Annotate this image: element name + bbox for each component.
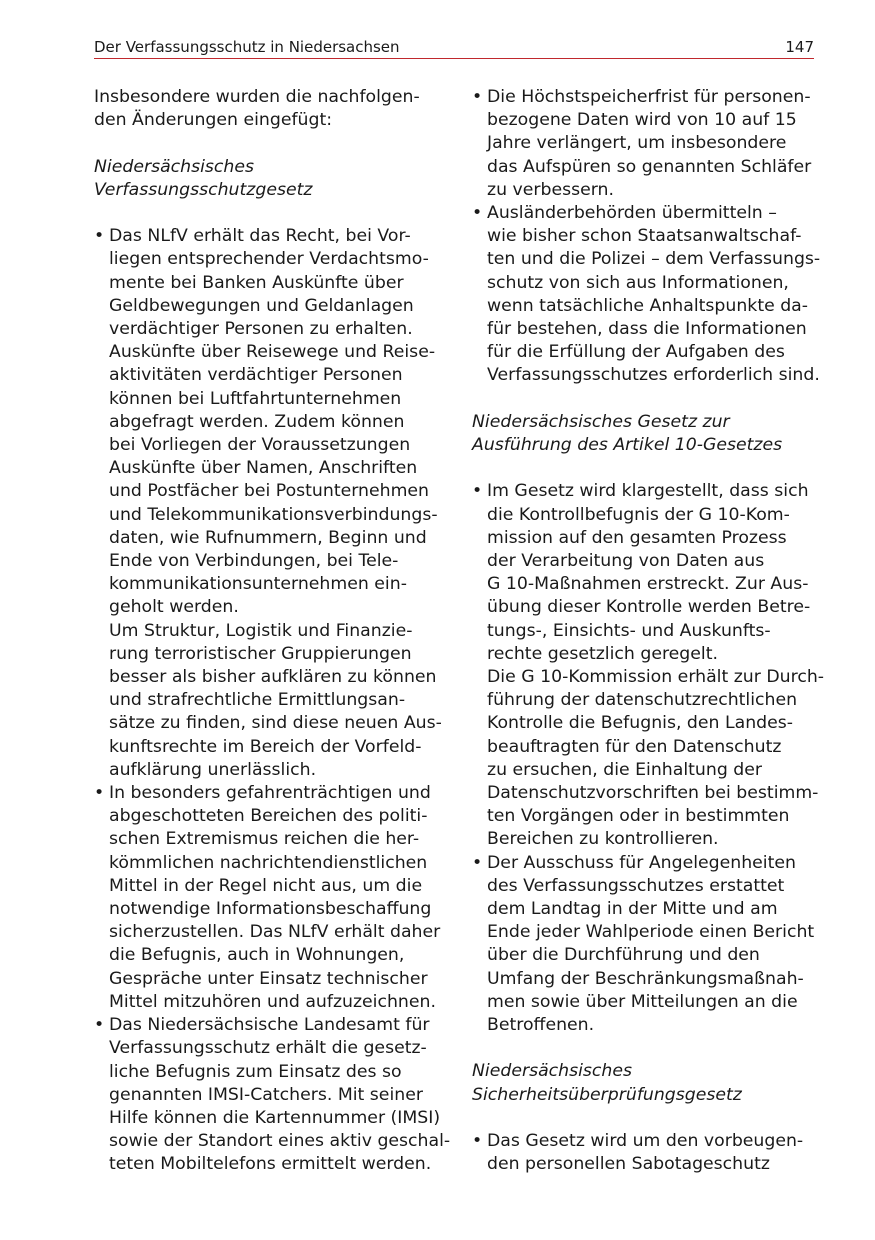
bullet-item xyxy=(472,480,825,851)
text-line: Jahre verlängert, um insbesondere xyxy=(487,133,787,154)
text-line: Insbesondere wurden die nachfolgen- xyxy=(94,87,420,107)
text-line: für die Erfüllung der Aufgaben des xyxy=(487,342,785,363)
text-line: und Postfächer bei Postunternehmen xyxy=(109,481,430,502)
text-line: Ende von Verbindungen, bei Tele- xyxy=(109,551,399,572)
section-heading-artikel-10: Niedersächsisches Gesetz zur Ausführung des Artikel 10-Gesetzes xyxy=(472,411,783,456)
text-line: Kontrolle die Befugnis, den Landes- xyxy=(487,713,793,734)
text-line: Verfassungsschutzes erforderlich sind. xyxy=(487,365,820,386)
bullet-list xyxy=(472,480,825,1037)
text-line: notwendige Informationsbeschaffung xyxy=(109,899,432,920)
text-line: sicherzustellen. Das NLfV erhält daher xyxy=(109,922,441,943)
bullet-item xyxy=(94,225,440,782)
section-heading-verfassungsschutzgesetz: Niedersächsisches Verfassungsschutzgesetz xyxy=(94,156,313,200)
text-line: bei Vorliegen der Voraussetzungen xyxy=(109,435,411,456)
text-line: rung terroristischer Gruppierungen xyxy=(109,643,412,664)
bullet-item xyxy=(472,852,818,1038)
text-line: tungs-, Einsichts- und Auskunfts- xyxy=(487,620,771,641)
text-line: rechte gesetzlich geregelt. xyxy=(487,643,718,664)
right-column xyxy=(472,86,825,1176)
bullet-item xyxy=(472,202,821,388)
text-line: führung der datenschutzrechtlichen xyxy=(487,690,798,711)
text-line: Geldbewegungen und Geldanlagen xyxy=(109,295,414,316)
text-line: das Aufspüren so genannten Schläfer xyxy=(487,156,812,177)
bullet-item xyxy=(94,782,440,1014)
text-line: aktivitäten verdächtiger Personen xyxy=(109,365,403,386)
text-line: Gespräche unter Einsatz technischer xyxy=(109,968,428,989)
text-line: Hilfe können die Kartennummer (IMSI) xyxy=(109,1107,441,1128)
text-line: men sowie über Mitteilungen an die xyxy=(487,991,798,1012)
text-line: mission auf den gesamten Prozess xyxy=(487,527,787,548)
text-line: Betroffenen. xyxy=(487,1015,595,1036)
text-line: abgeschotteten Bereichen des politi- xyxy=(109,806,428,827)
text-line: • Im Gesetz wird klargestellt, dass sich xyxy=(487,481,809,502)
text-line: aufklärung unerlässlich. xyxy=(109,759,317,780)
text-line: Die G 10-Kommission erhält zur Durch- xyxy=(487,667,825,688)
text-line: • Der Ausschuss für Angelegenheiten xyxy=(487,852,796,873)
intro-paragraph xyxy=(94,86,440,132)
left-column xyxy=(94,86,451,1177)
text-line: zu ersuchen, die Einhaltung der xyxy=(487,759,762,780)
text-line: die Kontrollbefugnis der G 10-Kom- xyxy=(487,504,790,525)
text-line: teten Mobiltelefons ermittelt werden. xyxy=(109,1154,432,1175)
bullet-list xyxy=(94,225,451,1176)
text-line: • In besonders gefahrenträchtigen und xyxy=(109,783,431,804)
text-line: • Ausländerbehörden übermitteln – xyxy=(487,203,777,224)
text-line: daten, wie Rufnummern, Beginn und xyxy=(109,527,427,548)
text-line: der Verarbeitung von Daten aus xyxy=(487,551,765,572)
text-line: für bestehen, dass die Informationen xyxy=(487,319,807,340)
text-line: Bereichen zu kontrollieren. xyxy=(487,829,719,850)
text-line: verdächtiger Personen zu erhalten. xyxy=(109,319,413,339)
text-line: Auskünfte über Reisewege und Reise- xyxy=(109,342,436,363)
text-line: können bei Luftfahrtunternehmen xyxy=(109,388,402,409)
text-line: Auskünfte über Namen, Anschriften xyxy=(109,458,418,479)
running-head-title: Der Verfassungsschutz in Niedersachsen xyxy=(94,38,400,56)
bullet-item xyxy=(472,1130,818,1176)
text-line: kömmlichen nachrichtendienstlichen xyxy=(109,852,428,873)
text-line: Umfang der Beschränkungsmaßnah- xyxy=(487,968,804,989)
text-line: die Befugnis, auch in Wohnungen, xyxy=(109,945,405,966)
text-line: kunftsrechte im Bereich der Vorfeld- xyxy=(109,736,422,757)
text-line: sätze zu finden, sind diese neuen Aus- xyxy=(109,713,442,734)
text-line: zu verbessern. xyxy=(487,179,614,200)
text-line: Mittel in der Regel nicht aus, um die xyxy=(109,875,423,896)
text-line: übung dieser Kontrolle werden Betre- xyxy=(487,597,811,618)
text-line: geholt werden. xyxy=(109,597,239,618)
text-line: ten Vorgängen oder in bestimmten xyxy=(487,806,790,827)
text-line: • Die Höchstspeicherfrist für personen- xyxy=(487,87,811,107)
bullet-item xyxy=(94,1014,451,1176)
text-line: kommunikationsunternehmen ein- xyxy=(109,574,407,595)
text-line: Um Struktur, Logistik und Finanzie- xyxy=(109,620,413,641)
bullet-list xyxy=(472,1130,818,1176)
bullet-item xyxy=(472,86,818,202)
text-line: mente bei Banken Auskünfte über xyxy=(109,272,404,293)
text-line: und strafrechtliche Ermittlungsan- xyxy=(109,690,406,711)
text-line: den Änderungen eingefügt: xyxy=(94,110,333,131)
text-line: Mittel mitzuhören und aufzuzeichnen. xyxy=(109,991,436,1012)
text-line: genannten IMSI-Catchers. Mit seiner xyxy=(109,1084,423,1105)
section-heading-sicherheitsueberpruefung: Niedersächsisches Sicherheitsüberprüfungsgesetz xyxy=(472,1061,742,1105)
text-line: über die Durchführung und den xyxy=(487,945,760,966)
text-line: G 10-Maßnahmen erstreckt. Zur Aus- xyxy=(487,574,809,595)
text-line: des Verfassungsschutzes erstattet xyxy=(487,875,785,896)
text-line: sowie der Standort eines aktiv geschal- xyxy=(109,1131,451,1152)
bullet-list xyxy=(472,86,821,388)
text-line: schutz von sich aus Informationen, xyxy=(487,272,789,293)
page-number: 147 xyxy=(785,38,814,56)
text-line: • Das NLfV erhält das Recht, bei Vor- xyxy=(109,226,411,247)
text-line: Verfassungsschutz erhält die gesetz- xyxy=(109,1038,427,1059)
text-line: dem Landtag in der Mitte und am xyxy=(487,899,778,920)
text-line: ten und die Polizei – dem Verfassungs- xyxy=(487,249,821,270)
text-line: liegen entsprechender Verdachtsmo- xyxy=(109,249,429,270)
text-line: und Telekommunikationsverbindungs- xyxy=(109,504,438,525)
text-line: wenn tatsächliche Anhaltspunkte da- xyxy=(487,295,809,316)
text-line: beauftragten für den Datenschutz xyxy=(487,736,782,757)
text-line: schen Extremismus reichen die her- xyxy=(109,829,420,850)
running-head xyxy=(94,36,814,59)
text-line: • Das Niedersächsische Landesamt für xyxy=(109,1015,430,1036)
text-line: wie bisher schon Staatsanwaltschaf- xyxy=(487,226,802,247)
text-line: Ende jeder Wahlperiode einen Bericht xyxy=(487,922,815,943)
text-line: Datenschutzvorschriften bei bestimm- xyxy=(487,783,819,804)
text-line: • Das Gesetz wird um den vorbeugen- xyxy=(487,1131,804,1152)
text-line: bezogene Daten wird von 10 auf 15 xyxy=(487,110,797,131)
text-line: den personellen Sabotageschutz xyxy=(487,1154,770,1175)
text-line: abgefragt werden. Zudem können xyxy=(109,411,405,432)
text-line: liche Befugnis zum Einsatz des so xyxy=(109,1061,402,1082)
text-line: besser als bisher aufklären zu können xyxy=(109,667,437,688)
